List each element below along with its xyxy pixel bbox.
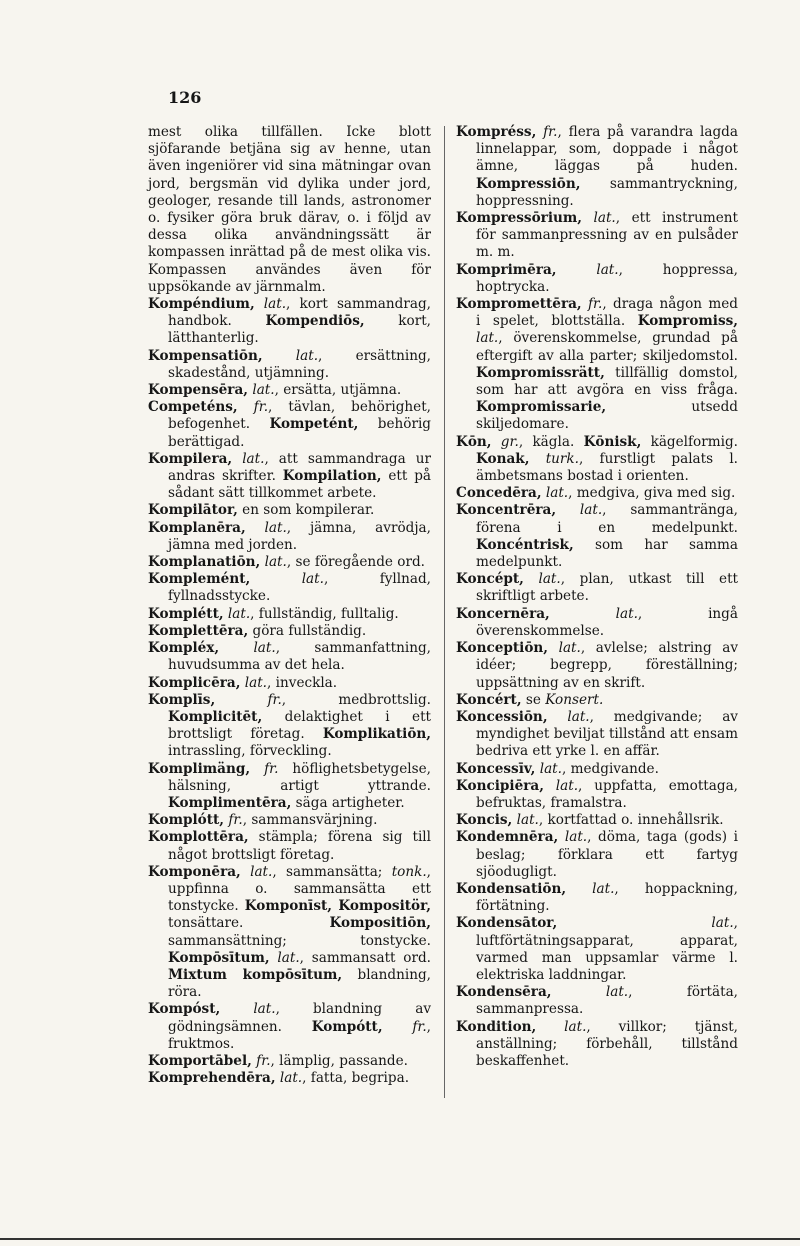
dictionary-entry bbox=[148, 399, 431, 451]
dictionary-entry bbox=[456, 571, 738, 605]
headword: Kōn, bbox=[456, 433, 492, 450]
entry-text bbox=[263, 348, 296, 364]
abbreviation: fr. bbox=[253, 399, 269, 416]
dictionary-entry bbox=[148, 451, 431, 503]
dictionary-entry bbox=[456, 915, 738, 984]
dictionary-entry bbox=[456, 829, 738, 881]
right-column bbox=[456, 124, 738, 1070]
entry-text: , uppfatta, emottaga, befruktas, framalstra. bbox=[476, 777, 738, 811]
entry-text bbox=[246, 520, 265, 536]
entry-text: behörig berättigad. bbox=[168, 416, 431, 450]
abbreviation: lat. bbox=[605, 984, 629, 1001]
abbreviation: fr. bbox=[543, 124, 558, 140]
abbreviation: lat. bbox=[592, 880, 615, 897]
entry-text: , sammansätta; bbox=[272, 863, 392, 880]
headword: Kompéndium, bbox=[148, 296, 255, 313]
abbreviation: fr. bbox=[267, 691, 282, 708]
entry-text: , villkor; tjänst, anställning; förbehåll, tillstånd beskaffenhet. bbox=[476, 1018, 739, 1069]
entry-text: säga artigheter. bbox=[291, 794, 405, 811]
bottom-rule bbox=[0, 1238, 800, 1240]
abbreviation: lat. bbox=[545, 485, 569, 502]
left-column bbox=[148, 124, 431, 1087]
abbreviation: lat. bbox=[476, 330, 499, 347]
headword: Koncéntrisk, bbox=[476, 536, 574, 553]
entry-text: , luftförtätningsapparat, apparat, varmed man uppsamlar värme l. elektriska laddningar. bbox=[476, 915, 738, 983]
abbreviation: lat. bbox=[538, 571, 561, 588]
entry-text: , kortfattad o. innehållsrik. bbox=[538, 812, 724, 829]
entry-text bbox=[238, 399, 254, 415]
entry-text: , döma, taga (gods) i beslag; förklara ett fartyg sjöodugligt. bbox=[476, 829, 738, 880]
entry-text bbox=[241, 864, 250, 880]
headword: Kompendiōs, bbox=[265, 313, 365, 330]
dictionary-entry bbox=[148, 761, 431, 813]
headword: Kondition, bbox=[456, 1018, 537, 1035]
entry-text: , medgivande. bbox=[561, 760, 659, 777]
dictionary-entry bbox=[148, 606, 431, 623]
dictionary-entry bbox=[148, 571, 431, 605]
dictionary-entry bbox=[456, 210, 738, 262]
dictionary-entry bbox=[456, 640, 738, 692]
abbreviation: lat. bbox=[567, 708, 590, 725]
abbreviation: lat. bbox=[227, 605, 251, 622]
abbreviation: lat. bbox=[579, 502, 603, 519]
headword: Koncért, bbox=[456, 691, 522, 708]
entry-text: stämpla; förena sig till något brottsligt företag. bbox=[168, 829, 431, 863]
entry-text bbox=[255, 296, 264, 312]
headword: Kompilation, bbox=[282, 468, 382, 485]
entry-text: , sammansvärjning. bbox=[242, 812, 378, 829]
entry-text: , förtäta, sammanpressa. bbox=[476, 984, 738, 1018]
abbreviation: lat. bbox=[250, 863, 273, 880]
entry-text bbox=[220, 1001, 253, 1017]
dictionary-entry bbox=[456, 1019, 738, 1071]
entry-text: , lämplig, passande. bbox=[270, 1052, 408, 1069]
headword: Kompilātor, bbox=[148, 502, 238, 519]
entry-text bbox=[548, 709, 568, 725]
headword: Kompetént, bbox=[269, 416, 359, 433]
headword: Kompressōrium, bbox=[456, 210, 582, 227]
headword: Konak, bbox=[476, 450, 530, 467]
headword: Konceptiōn, bbox=[456, 640, 549, 657]
entry-text bbox=[250, 571, 301, 587]
abbreviation: lat. bbox=[615, 605, 638, 622]
entry-text: , tävlan, behörighet, befogenhet. bbox=[168, 399, 431, 433]
entry-text bbox=[383, 1019, 413, 1035]
entry-text: , medgiva, giva med sig. bbox=[568, 485, 736, 502]
dictionary-entry bbox=[456, 812, 738, 829]
dictionary-entry bbox=[148, 812, 431, 829]
abbreviation: lat. bbox=[279, 1070, 303, 1087]
headword: Komponīst, Kompositör, bbox=[244, 898, 431, 915]
entry-text: , uppfinna o. sammansätta ett tonstycke. bbox=[168, 863, 431, 915]
headword: Komplottēra, bbox=[148, 829, 249, 846]
entry-text: ett på sådant sätt tillkommet arbete. bbox=[168, 468, 431, 502]
dictionary-entry bbox=[456, 485, 738, 502]
headword: Kompromettēra, bbox=[456, 296, 582, 313]
entry-text: sammantryckning, hoppressning. bbox=[476, 175, 738, 209]
headword: Komplicitēt, bbox=[168, 708, 263, 725]
entry-text bbox=[552, 984, 606, 1000]
abbreviation: lat. bbox=[564, 829, 588, 846]
entry-text: som har samma medelpunkt. bbox=[476, 536, 738, 571]
entry-text: , blandning av gödningsämnen. bbox=[168, 1001, 432, 1035]
dictionary-entry bbox=[456, 761, 738, 778]
entry-text: , se föregående ord. bbox=[286, 554, 425, 571]
entry-text bbox=[536, 1019, 564, 1035]
headword: Mixtum kompōsītum, bbox=[168, 966, 343, 983]
abbreviation: fr. bbox=[412, 1018, 427, 1035]
abbreviation: lat. bbox=[252, 382, 275, 399]
entry-text: , furstligt palats l. ämbetsmans bostad i orienten. bbox=[476, 450, 739, 485]
abbreviation: lat. bbox=[253, 1001, 276, 1018]
entry-text: , ersättning, skadestånd, utjämning. bbox=[168, 347, 431, 381]
entry-text bbox=[219, 640, 253, 656]
entry-text: utsedd skiljedomare. bbox=[476, 399, 738, 433]
dictionary-entry bbox=[456, 502, 738, 571]
headword: Kompromiss, bbox=[637, 313, 738, 330]
headword: Komportābel, bbox=[148, 1052, 252, 1069]
headword: Kompótt, bbox=[311, 1018, 383, 1035]
abbreviation: lat. bbox=[244, 674, 268, 691]
abbreviation: fr. bbox=[264, 760, 279, 777]
entry-text: , medgivande; av myndighet beviljat tillstånd att ensam bedriva ett yrke l. en affär. bbox=[476, 708, 738, 760]
headword: Komplimäng, bbox=[148, 760, 251, 777]
headword: Koncessiōn, bbox=[456, 708, 548, 725]
headword: Koncis, bbox=[456, 812, 513, 829]
headword: Komplīs, bbox=[148, 691, 216, 708]
abbreviation: fr. bbox=[588, 296, 603, 313]
abbreviation: lat. bbox=[596, 261, 619, 278]
headword: Komplótt, bbox=[148, 812, 224, 829]
dictionary-entry bbox=[148, 864, 431, 1002]
entry-text: , jämna, avrödja, jämna med jorden. bbox=[168, 519, 431, 553]
abbreviation: lat. bbox=[264, 554, 287, 571]
entry-text: , fruktmos. bbox=[168, 1018, 431, 1052]
dictionary-entry bbox=[148, 502, 431, 519]
entry-text: kägelformig. bbox=[641, 433, 739, 450]
headword: Kōnisk, bbox=[583, 433, 642, 450]
entry-text bbox=[582, 210, 594, 226]
dictionary-entry bbox=[148, 640, 431, 674]
dictionary-entry bbox=[456, 692, 738, 709]
abbreviation: lat. bbox=[295, 347, 319, 364]
entry-text: , sammanfattning, huvudsumma av det hela. bbox=[168, 640, 431, 674]
dictionary-entry bbox=[456, 124, 738, 210]
entry-text: , hoppackning, förtätning. bbox=[476, 880, 738, 915]
headword: Kompilera, bbox=[148, 450, 233, 467]
entry-text: blandning, röra. bbox=[168, 966, 431, 1001]
entry-text bbox=[557, 262, 597, 278]
entry-text: en som kompilerar. bbox=[237, 502, 375, 519]
entry-text: tonsättare. bbox=[168, 915, 330, 932]
entry-text bbox=[550, 606, 616, 622]
headword: Koncessīv, bbox=[456, 760, 536, 777]
headword: Kompressiōn, bbox=[476, 175, 581, 192]
headword: Kondensatiōn, bbox=[456, 880, 567, 897]
dictionary-entry bbox=[148, 348, 431, 382]
abbreviation: lat. bbox=[593, 210, 616, 227]
entry-text: sammansättning; tonstycke. bbox=[168, 932, 431, 949]
dictionary-entry bbox=[148, 382, 431, 399]
abbreviation: lat. bbox=[242, 450, 265, 467]
headword: Kondensātor, bbox=[456, 915, 558, 932]
entry-text bbox=[557, 915, 711, 931]
dictionary-entry bbox=[456, 881, 738, 915]
headword: Kompromissrätt, bbox=[476, 364, 605, 381]
entry-text: höflighetsbetygelse, hälsning, artigt yttrande. bbox=[168, 760, 431, 794]
dictionary-entry bbox=[148, 623, 431, 640]
entry-text bbox=[558, 829, 565, 845]
headword: Komplicēra, bbox=[148, 674, 241, 691]
abbreviation: Konsert. bbox=[545, 691, 604, 708]
abbreviation: turk. bbox=[545, 450, 579, 467]
dictionary-entry bbox=[148, 692, 431, 761]
dictionary-entry bbox=[148, 829, 431, 863]
headword: Koncentrēra, bbox=[456, 502, 557, 519]
entry-text bbox=[529, 451, 545, 467]
entry-text bbox=[215, 692, 267, 708]
headword: Competéns, bbox=[148, 399, 238, 416]
headword: Koncépt, bbox=[456, 571, 524, 588]
entry-text: , att sammandraga ur andras skrifter. bbox=[168, 450, 431, 485]
abbreviation: lat. bbox=[263, 296, 287, 313]
abbreviation: gr. bbox=[500, 433, 519, 450]
entry-text: , hoppressa, hoptrycka. bbox=[476, 261, 738, 295]
abbreviation: lat. bbox=[711, 915, 734, 932]
dictionary-entry bbox=[148, 675, 431, 692]
headword: Komplanatiōn, bbox=[148, 554, 261, 571]
entry-text: kort, lätthanterlig. bbox=[168, 313, 431, 347]
headword: Kompōsītum, bbox=[168, 949, 270, 966]
entry-text: , plan, utkast till ett skriftligt arbete. bbox=[476, 571, 738, 605]
entry-text bbox=[250, 761, 264, 777]
headword: Koncernēra, bbox=[456, 605, 550, 622]
headword: Kompromissarie, bbox=[476, 399, 607, 416]
entry-text: göra fullständig. bbox=[248, 622, 367, 639]
dictionary-entry bbox=[456, 434, 738, 486]
entry-text bbox=[492, 434, 501, 450]
dictionary-entry bbox=[148, 1070, 431, 1087]
headword: Komplikatiōn, bbox=[322, 726, 431, 743]
dictionary-entry bbox=[148, 554, 431, 571]
headword: Komplettēra, bbox=[148, 622, 249, 639]
headword: Komplanēra, bbox=[148, 519, 246, 536]
entry-text bbox=[548, 640, 559, 656]
dictionary-entry bbox=[456, 984, 738, 1018]
abbreviation: fr. bbox=[228, 812, 243, 829]
dictionary-entry bbox=[148, 1001, 431, 1053]
dictionary-entry bbox=[148, 520, 431, 554]
entry-text: intrassling, förveckling. bbox=[168, 743, 332, 760]
entry-text: , medbrottslig. bbox=[281, 691, 431, 708]
headword: Komprehendēra, bbox=[148, 1070, 276, 1087]
entry-text: , inveckla. bbox=[267, 674, 338, 691]
headword: Komplétt, bbox=[148, 605, 224, 622]
entry-text: , fatta, begripa. bbox=[302, 1070, 410, 1087]
headword: Kompléx, bbox=[148, 640, 220, 657]
entry-text: , draga någon med i spelet, blottställa. bbox=[476, 296, 738, 330]
headword: Kompositiōn, bbox=[329, 915, 431, 932]
entry-text bbox=[524, 571, 539, 587]
page-number: 126 bbox=[168, 88, 202, 107]
dictionary-entry bbox=[456, 606, 738, 640]
abbreviation: lat. bbox=[301, 571, 324, 588]
column-divider bbox=[444, 126, 445, 1098]
dictionary-entry bbox=[456, 709, 738, 761]
entry-text: delaktighet i ett brottsligt företag. bbox=[168, 708, 431, 743]
entry-text bbox=[566, 881, 592, 897]
entry-text: mest olika tillfällen. Icke blott sjöfarande betjäna sig av henne, utan även ingeniörer vid sina mätningar ovan jord, bergsmän vid dylika under jord, geologer, resande till lands, astronomer o. fysiker göra bruk därav, o. i följd av dessa olika användningssätt är kompassen inrättad på de mest olika vis. Kompassen användes även för uppsökande av järnmalm. bbox=[148, 124, 431, 295]
entry-text: , kägla. bbox=[518, 433, 584, 450]
entry-text: se bbox=[521, 691, 546, 708]
entry-text: , överenskommelse, grundad på eftergift av alla parter; skiljedomstol. bbox=[476, 330, 738, 364]
abbreviation: lat. bbox=[539, 760, 562, 777]
entry-text: , fyllnad, fyllnadsstycke. bbox=[168, 571, 432, 605]
entry-text: , sammansatt ord. bbox=[299, 949, 431, 966]
headword: Komprimēra, bbox=[456, 261, 557, 278]
entry-text bbox=[232, 451, 242, 467]
entry-text: , ett instrument för sammanpressning av en pulsåder m. m. bbox=[476, 210, 738, 261]
entry-text bbox=[544, 778, 556, 794]
entry-text: , ersätta, utjämna. bbox=[274, 382, 402, 399]
abbreviation: tonk. bbox=[391, 863, 427, 880]
abbreviation: lat. bbox=[555, 777, 579, 794]
dictionary-entry bbox=[456, 262, 738, 296]
headword: Koncipiēra, bbox=[456, 777, 544, 794]
abbreviation: lat. bbox=[264, 519, 287, 536]
entry-text bbox=[556, 502, 580, 518]
headword: Kompensēra, bbox=[148, 382, 249, 399]
headword: Komplimentēra, bbox=[168, 794, 292, 811]
entry-text: , kort sammandrag, handbok. bbox=[168, 296, 431, 330]
headword: Kondemnēra, bbox=[456, 829, 559, 846]
abbreviation: fr. bbox=[256, 1052, 271, 1069]
abbreviation: lat. bbox=[558, 640, 581, 657]
headword: Kompréss, bbox=[456, 124, 537, 140]
abbreviation: lat. bbox=[253, 640, 276, 657]
abbreviation: lat. bbox=[277, 949, 300, 966]
entry-text: , flera på varandra lagda linnelappar, som, doppade i något ämne, läggas på huden. bbox=[476, 124, 738, 175]
entry-text: , fullständig, fulltalig. bbox=[250, 605, 399, 622]
abbreviation: lat. bbox=[516, 812, 539, 829]
headword: Kompensatiōn, bbox=[148, 347, 263, 364]
dictionary-entry bbox=[148, 1053, 431, 1070]
dictionary-entry bbox=[148, 124, 431, 296]
dictionary-entry bbox=[148, 296, 431, 348]
entry-text: tillfällig domstol, som har att avgöra en viss fråga. bbox=[476, 364, 738, 399]
headword: Concedēra, bbox=[456, 485, 542, 502]
abbreviation: lat. bbox=[564, 1018, 587, 1035]
headword: Komplemént, bbox=[148, 571, 251, 588]
headword: Kondensēra, bbox=[456, 984, 552, 1001]
headword: Komponēra, bbox=[148, 863, 241, 880]
headword: Kompóst, bbox=[148, 1001, 221, 1018]
dictionary-entry bbox=[456, 778, 738, 812]
dictionary-entry bbox=[456, 296, 738, 434]
entry-text: , avlelse; alstring av idéer; begrepp, föreställning; uppsättning av en skrift. bbox=[476, 640, 738, 691]
entry-text: , ingå överenskommelse. bbox=[476, 605, 738, 639]
entry-text: , sammantränga, förena i en medelpunkt. bbox=[476, 502, 738, 536]
